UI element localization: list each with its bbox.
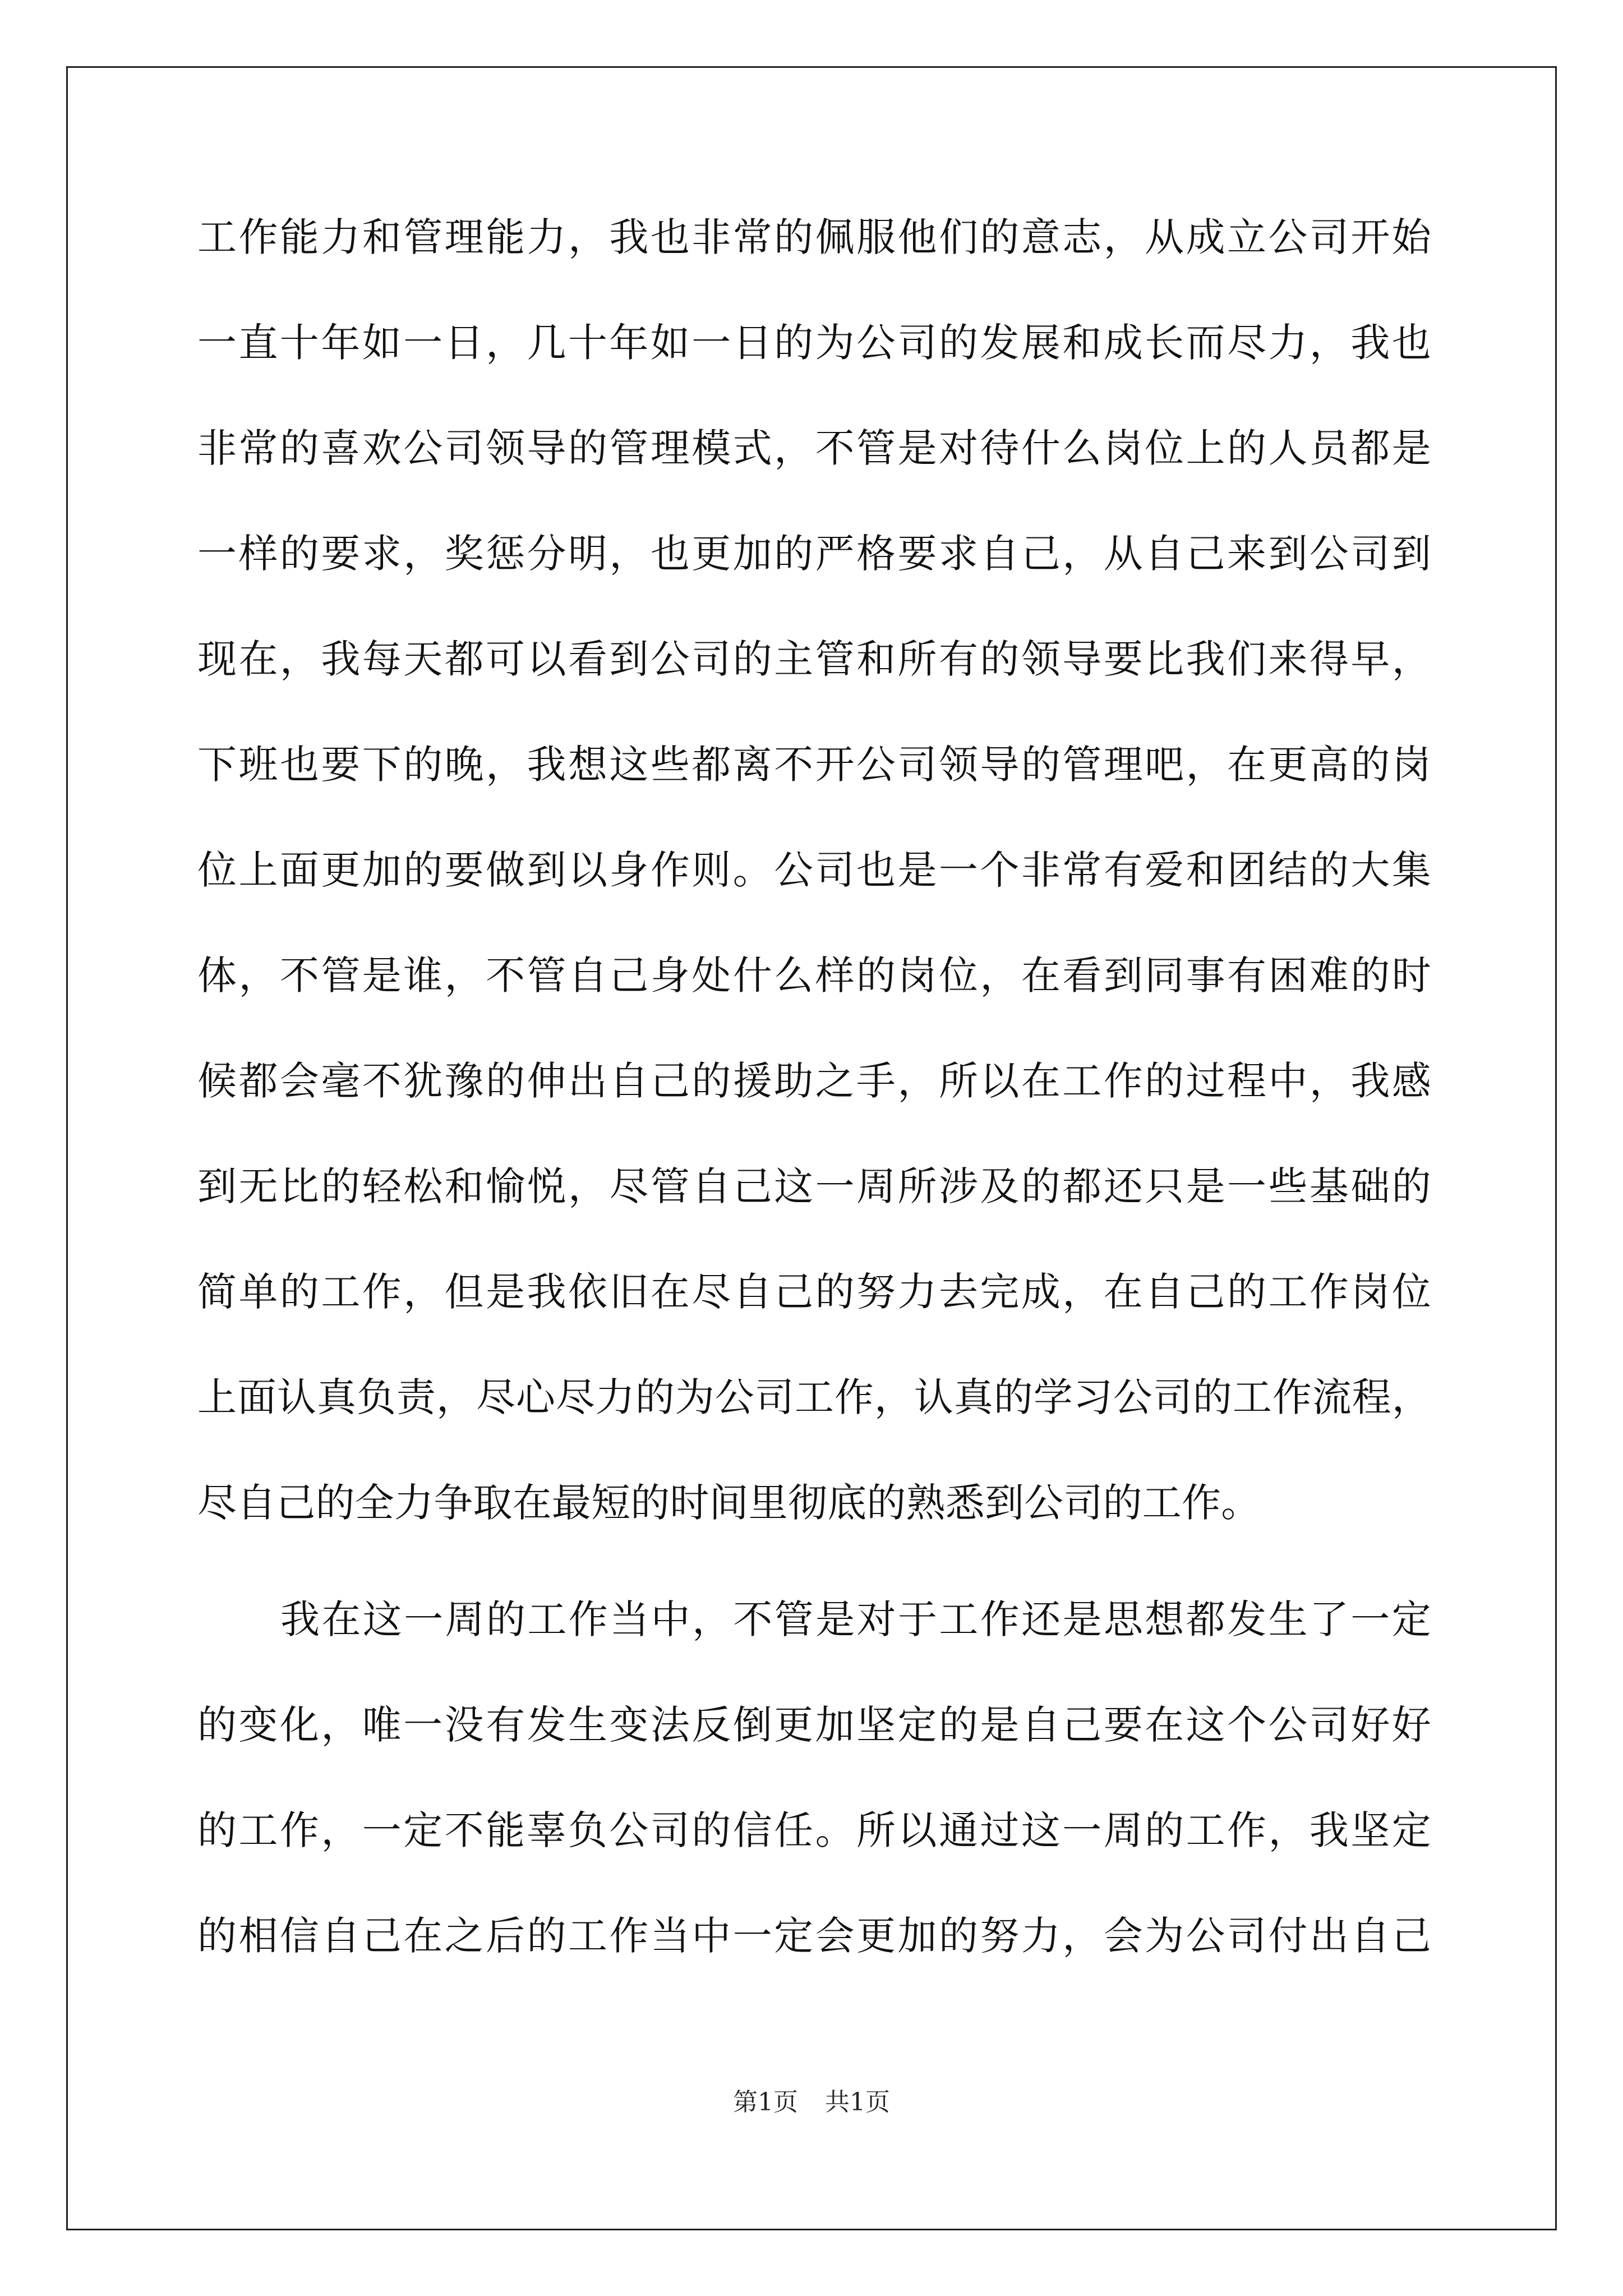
- text-line: 工作能力和管理能力，我也非常的佩服他们的意志，从成立公司开始: [197, 214, 1431, 260]
- page-footer: [0, 2089, 1623, 2116]
- text-line: 的工作，一定不能辜负公司的信任。所以通过这一周的工作，我坚定: [197, 1807, 1431, 1853]
- text-line: 的相信自己在之后的工作当中一定会更加的努力，会为公司付出自己: [197, 1913, 1431, 1959]
- text-line: 下班也要下的晚，我想这些都离不开公司领导的管理吧，在更高的岗: [197, 742, 1431, 788]
- text-line: 我在这一周的工作当中，不管是对于工作还是思想都发生了一定: [280, 1596, 1431, 1642]
- text-line: 一直十年如一日，几十年如一日的为公司的发展和成长而尽力，我也: [197, 320, 1431, 366]
- page-number-total: 共1页: [825, 2088, 890, 2116]
- text-line: 尽自己的全力争取在最短的时间里彻底的熟悉到公司的工作。: [197, 1480, 1261, 1526]
- text-line: 体，不管是谁，不管自己身处什么样的岗位，在看到同事有困难的时: [197, 953, 1431, 999]
- page-number-current: 第1页: [733, 2088, 798, 2116]
- text-line: 到无比的轻松和愉悦，尽管自己这一周所涉及的都还只是一些基础的: [197, 1163, 1431, 1209]
- text-line: 位上面更加的要做到以身作则。公司也是一个非常有爱和团结的大集: [197, 847, 1431, 893]
- text-line: 上面认真负责，尽心尽力的为公司工作，认真的学习公司的工作流程，: [197, 1374, 1431, 1420]
- text-line: 一样的要求，奖惩分明，也更加的严格要求自己，从自己来到公司到: [197, 531, 1431, 577]
- text-line: 的变化，唯一没有发生变法反倒更加坚定的是自己要在这个公司好好: [197, 1702, 1431, 1748]
- text-line: 候都会毫不犹豫的伸出自己的援助之手，所以在工作的过程中，我感: [197, 1058, 1431, 1104]
- text-line: 非常的喜欢公司领导的管理模式，不管是对待什么岗位上的人员都是: [197, 425, 1431, 471]
- text-line: 现在，我每天都可以看到公司的主管和所有的领导要比我们来得早，: [197, 636, 1431, 682]
- text-line: 简单的工作，但是我依旧在尽自己的努力去完成，在自己的工作岗位: [197, 1269, 1431, 1315]
- document-body: [197, 214, 1431, 2022]
